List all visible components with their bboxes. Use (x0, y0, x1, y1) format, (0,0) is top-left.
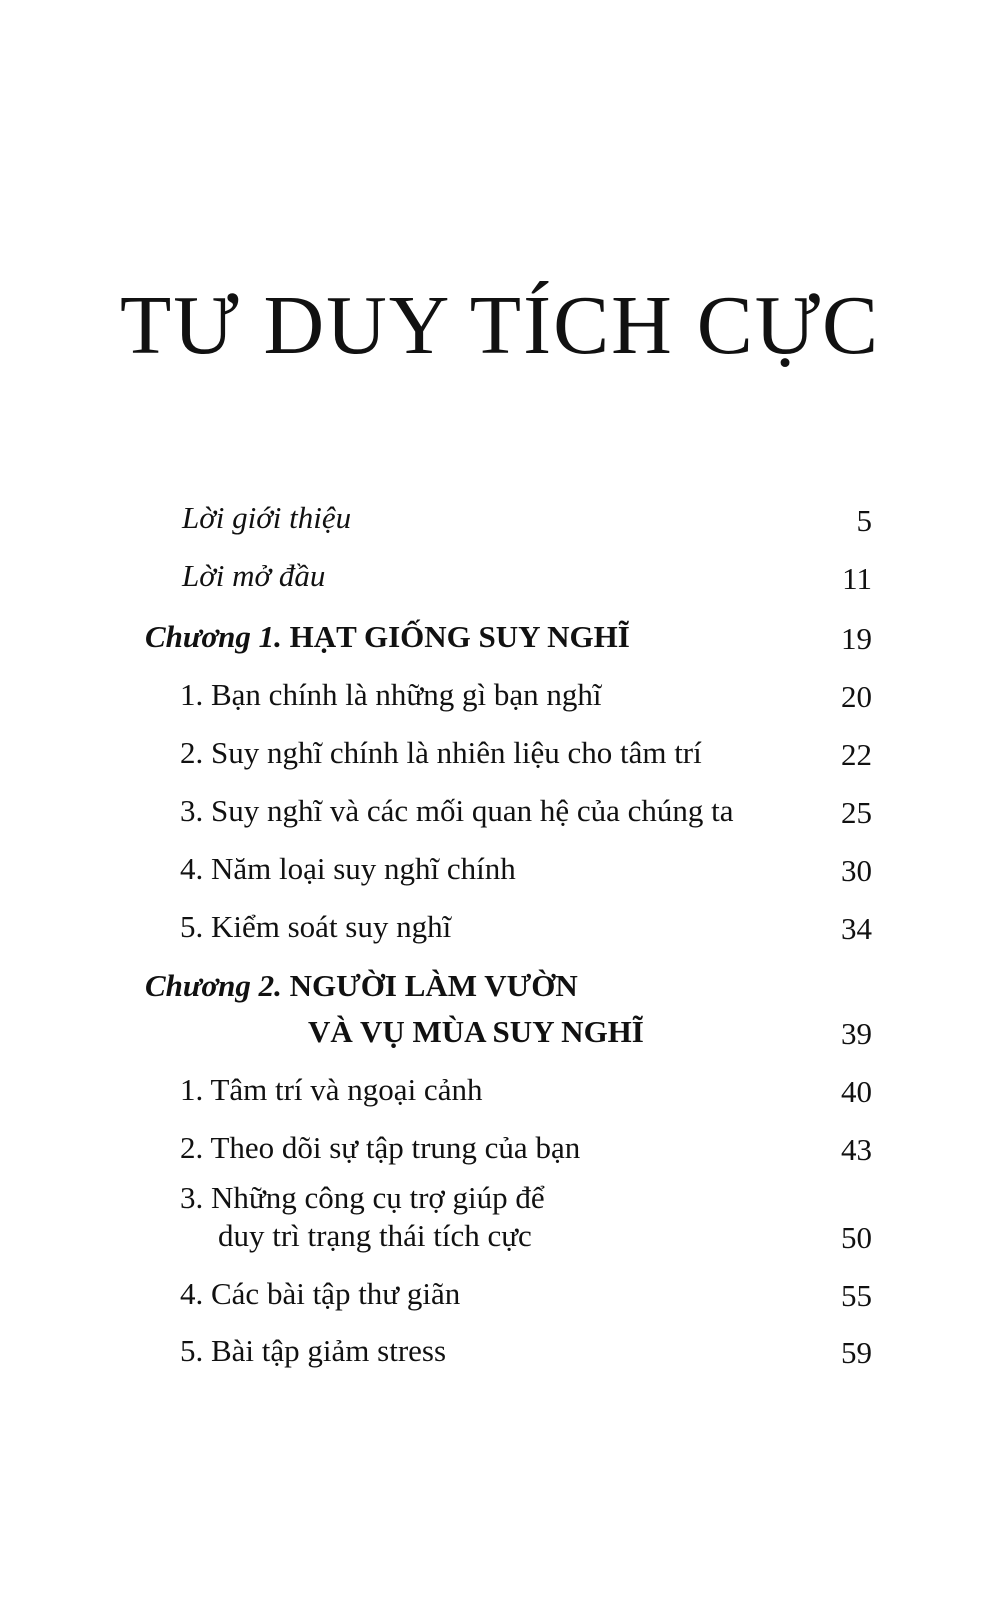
toc-chapter-2 (145, 970, 578, 1001)
chapter-1-prefix: Chương 1. (145, 619, 282, 654)
toc-page-chapter-1: 19 (841, 621, 872, 656)
toc-entry-2-4: 4. Các bài tập thư giãn (180, 1276, 461, 1311)
toc-entry-preface: Lời mở đầu (182, 558, 326, 593)
toc-page-intro: 5 (856, 503, 872, 538)
toc-entry-1-4: 4. Năm loại suy nghĩ chính (180, 851, 516, 886)
chapter-1-title: HẠT GIỐNG SUY NGHĨ (289, 619, 630, 654)
toc-entry-2-3-line-1: 3. Những công cụ trợ giúp để (180, 1180, 545, 1215)
chapter-2-title-line-2: VÀ VỤ MÙA SUY NGHĨ (308, 1014, 644, 1049)
toc-page-1-4: 30 (841, 853, 872, 888)
chapter-2-prefix: Chương 2. (145, 968, 282, 1003)
toc-page-chapter-2: 39 (841, 1016, 872, 1051)
toc-page-1-2: 22 (841, 737, 872, 772)
toc-entry-1-5: 5. Kiểm soát suy nghĩ (180, 909, 452, 944)
toc-page-2-3: 50 (841, 1220, 872, 1255)
toc-page-preface: 11 (842, 561, 872, 596)
toc-chapter-1 (145, 621, 630, 652)
toc-page-2-1: 40 (841, 1074, 872, 1109)
toc-page-1-3: 25 (841, 795, 872, 830)
toc-page-2-5: 59 (841, 1335, 872, 1370)
toc-page-1-1: 20 (841, 679, 872, 714)
toc-page-2-4: 55 (841, 1278, 872, 1313)
toc-page-1-5: 34 (841, 911, 872, 946)
toc-page-2-2: 43 (841, 1132, 872, 1167)
toc-entry-2-2: 2. Theo dõi sự tập trung của bạn (180, 1130, 581, 1165)
chapter-2-title-line-1: NGƯỜI LÀM VƯỜN (289, 968, 578, 1003)
toc-entry-1-3: 3. Suy nghĩ và các mối quan hệ của chúng ta (180, 793, 734, 828)
toc-entry-2-3-line-2: duy trì trạng thái tích cực (218, 1218, 532, 1253)
book-title: TƯ DUY TÍCH CỰC (119, 279, 881, 373)
toc-entry-1-1: 1. Bạn chính là những gì bạn nghĩ (180, 677, 602, 712)
toc-entry-2-1: 1. Tâm trí và ngoại cảnh (180, 1072, 483, 1107)
toc-entry-intro: Lời giới thiệu (182, 500, 352, 535)
toc-entry-2-5: 5. Bài tập giảm stress (180, 1333, 447, 1368)
toc-entry-1-2: 2. Suy nghĩ chính là nhiên liệu cho tâm trí (180, 735, 702, 770)
